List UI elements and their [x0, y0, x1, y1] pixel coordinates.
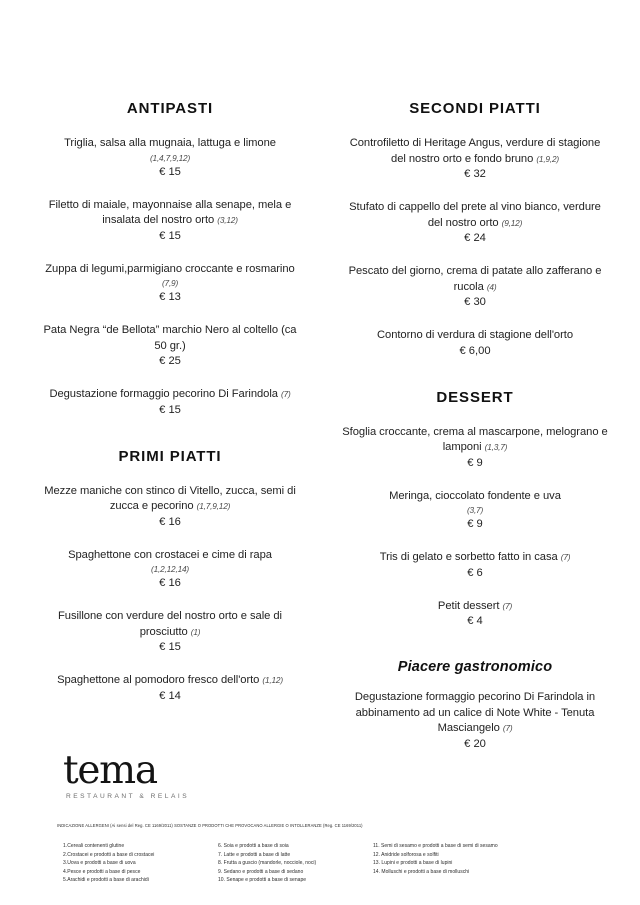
dish-item: [342, 550, 608, 581]
dish-item: [40, 484, 300, 530]
allergen-item: 1.Cereali contenenti glutine: [63, 843, 125, 849]
allergen-footer: [57, 823, 587, 885]
dish-price: € 20: [464, 737, 486, 750]
dish-allergens: (1,12): [262, 675, 283, 685]
dish-allergens: (7): [502, 600, 513, 611]
dish-list-secondi-piatti: [342, 136, 608, 359]
allergen-column: [373, 842, 588, 885]
dish-allergens: (9,12): [501, 217, 523, 228]
dish-name: Filetto di maiale, mayonnaise alla senape, mela e insalata del nostro orto (3,12): [48, 198, 292, 226]
allergen-item: 14. Molluschi e prodotti a base di molluschi: [373, 868, 470, 875]
dish-price: € 16: [159, 515, 181, 528]
section-primi-piatti: [40, 448, 300, 704]
dish-name: Pata Negra “de Bellota” marchio Nero al coltello (ca 50 gr.): [43, 324, 297, 352]
dish-price: € 15: [159, 403, 181, 416]
dish-price: € 13: [159, 291, 181, 303]
allergen-item: 9. Sedano e prodotti a base di sedano: [218, 868, 304, 875]
allergen-item: 3.Uova e prodotti a base di uova: [63, 860, 136, 867]
section-title-piacere-gastronomico: Piacere gastronomico: [397, 659, 553, 675]
section-secondi-piatti: [342, 100, 608, 359]
allergen-item: 13. Lupini e prodotti a base di lupini: [373, 860, 453, 867]
section-title-dessert: DESSERT: [436, 388, 514, 406]
allergen-item: 10. Senape e prodotti a base di senape: [218, 877, 307, 884]
dish-name: Zuppa di legumi,parmigiano croccante e rosmarino (7,9): [40, 262, 300, 291]
dish-allergens: (3,7): [466, 505, 484, 515]
dish-list-dessert: [342, 425, 608, 630]
dish-name: Degustazione formaggio pecorino Di Farindola in abbinamento ad un calice di Note White - Tenuta Masciangelo (7): [354, 691, 596, 734]
dish-name: Controfiletto di Heritage Angus, verdure di stagione del nostro orto e fondo bruno (1,9,2): [349, 137, 601, 165]
dish-item: [342, 425, 608, 471]
allergen-item: 5.Arachidi e prodotti a base di arachidi: [63, 877, 149, 884]
section-antipasti: [40, 100, 300, 418]
allergen-column: [218, 842, 373, 885]
dish-allergens: (1,9,2): [536, 153, 559, 164]
dish-item: [40, 262, 300, 306]
dish-price: € 32: [464, 168, 486, 180]
dish-price: € 30: [464, 296, 486, 308]
dish-item: [342, 264, 608, 310]
allergen-column: [63, 842, 218, 885]
dish-name: Tris di gelato e sorbetto fatto in casa (7): [379, 551, 571, 563]
dish-allergens: (1,3,7): [484, 442, 508, 452]
dish-allergens: (7,9): [161, 278, 179, 288]
dish-price: € 15: [159, 165, 181, 178]
allergen-item: 2.Crostacei e prodotti a base di crostacei: [63, 851, 155, 858]
menu-column-right: [320, 100, 640, 770]
menu-column-left: [0, 100, 320, 770]
logo-tagline: RESTAURANT & RELAIS: [66, 793, 190, 800]
dish-name: Sfoglia croccante, crema al mascarpone, melograno e lamponi (1,3,7): [342, 425, 608, 453]
dish-price: € 6,00: [459, 344, 491, 357]
dish-allergens: (1,2,12,14): [151, 564, 189, 574]
dish-name: Triglia, salsa alla mugnaia, lattuga e limone (1,4,7,9,12): [40, 136, 300, 165]
allergen-columns: [57, 842, 587, 885]
brand-logo: [63, 748, 263, 800]
allergen-item: 12. Anidride solforosa e solfiti: [373, 851, 439, 858]
dish-item: [40, 323, 300, 369]
section-title-secondi-piatti: SECONDI PIATTI: [409, 100, 541, 117]
section-title-primi-piatti: PRIMI PIATTI: [118, 447, 222, 465]
allergen-item: 8. Frutta a guscio (mandorle, nocciole, noci): [218, 860, 317, 867]
dish-allergens: (7): [502, 723, 513, 733]
dish-price: € 4: [467, 615, 483, 627]
dish-item: [40, 609, 300, 655]
allergen-item: 7. Latte e prodotti a base di latte: [218, 851, 291, 858]
allergen-item: 6. Soia e prodotti a base di soia: [218, 843, 289, 849]
dish-item: [342, 599, 608, 630]
dish-allergens: (1): [190, 626, 201, 637]
dish-price: € 15: [159, 229, 181, 242]
logo-wordmark: tema: [63, 748, 157, 793]
dish-name: Degustazione formaggio pecorino Di Farindola (7): [49, 388, 291, 400]
dish-price: € 9: [467, 518, 483, 530]
dish-item: [342, 328, 608, 359]
dish-price: € 15: [159, 641, 181, 653]
dish-name: Spaghettone al pomodoro fresco dell'orto (1,12): [57, 674, 283, 686]
dish-name: Meringa, cioccolato fondente e uva (3,7): [342, 489, 608, 518]
dish-name: Stufato di cappello del prete al vino bianco, verdure del nostro orto (9,12): [349, 201, 601, 229]
dish-allergens: (7): [281, 389, 291, 399]
dish-item: [40, 673, 300, 704]
dish-name: Fusillone con verdure del nostro orto e sale di prosciutto (1): [57, 610, 282, 638]
dish-allergens: (7): [560, 552, 571, 562]
dish-item: [40, 198, 300, 244]
dish-name: Contorno di verdura di stagione dell'orto: [377, 329, 573, 341]
dish-item: [40, 136, 300, 180]
dish-price: € 6: [467, 566, 483, 579]
section-piacere-gastronomico: [342, 659, 608, 752]
allergen-item: 4.Pesce e prodotti a base di pesce: [63, 868, 141, 875]
dish-item: [342, 200, 608, 246]
dish-price: € 9: [467, 456, 483, 469]
dish-price: € 14: [159, 689, 181, 702]
dish-list-primi-piatti: [40, 484, 300, 704]
dish-list-antipasti: [40, 136, 300, 418]
dish-price: € 25: [159, 355, 181, 367]
dish-allergens: (1,7,9,12): [196, 501, 231, 511]
dish-allergens: (3,12): [217, 215, 238, 225]
dish-item: [342, 136, 608, 182]
allergen-item: 11. Semi di sesamo e prodotti a base di semi di sesamo: [373, 843, 498, 849]
menu-grid: [0, 100, 640, 770]
dish-list-piacere-gastronomico: [342, 690, 608, 752]
dish-allergens: (1,4,7,9,12): [149, 152, 191, 163]
dish-name: Spaghettone con crostacei e cime di rapa (1,2,12,14): [40, 548, 300, 577]
dish-item: [342, 489, 608, 533]
dish-price: € 24: [464, 232, 486, 244]
dish-price: € 16: [159, 577, 181, 589]
allergen-heading: INDICAZIONE ALLERGENI (Ai sensi del Reg. CE 1169/2011) SOSTANZE O PRODOTTI CHE PROVOCANO ALLERGIE O INTOLLERANZE (Reg. CE 1169/2011): [57, 823, 363, 829]
dish-item: [40, 548, 300, 592]
section-title-antipasti: ANTIPASTI: [126, 100, 214, 117]
dish-name: Pescato del giorno, crema di patate allo zafferano e rucola (4): [348, 265, 602, 293]
dish-item: [342, 690, 608, 752]
dish-name: Mezze maniche con stinco di Vitello, zucca, semi di zucca e pecorino (1,7,9,12): [44, 484, 296, 512]
dish-allergens: (4): [486, 281, 497, 292]
dish-item: [40, 387, 300, 418]
section-dessert: [342, 389, 608, 630]
dish-name: Petit dessert (7): [437, 599, 513, 612]
